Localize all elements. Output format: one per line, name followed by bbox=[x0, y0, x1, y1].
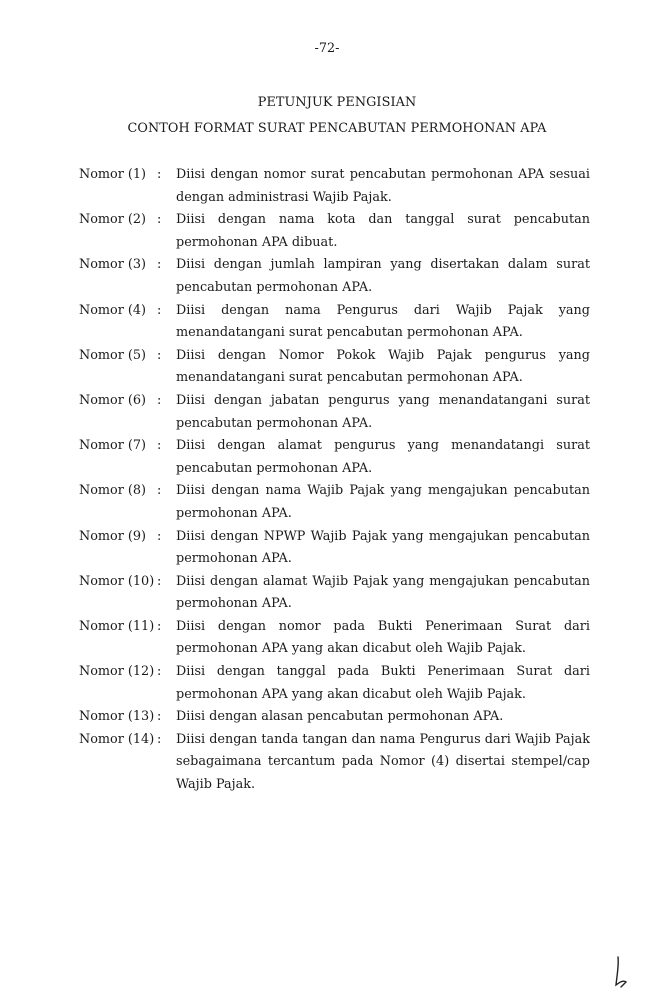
entry-separator: : bbox=[157, 528, 162, 544]
entry-separator: : bbox=[157, 392, 162, 408]
list-item bbox=[79, 390, 590, 435]
entry-label: Nomor (6) bbox=[79, 392, 147, 408]
document-title: PETUNJUK PENGISIAN bbox=[257, 95, 417, 110]
list-item bbox=[79, 254, 590, 299]
entry-description: Diisi dengan nomor surat pencabutan permohonan APA sesuai dengan administrasi Wajib Pajak. bbox=[176, 167, 590, 205]
entry-label: Nomor (11) bbox=[79, 618, 155, 634]
entry-label: Nomor (5) bbox=[79, 347, 147, 363]
document-subtitle: CONTOH FORMAT SURAT PENCABUTAN PERMOHONAN APA bbox=[127, 121, 547, 136]
entry-label: Nomor (2) bbox=[79, 212, 147, 228]
entry-description: Diisi dengan alamat Wajib Pajak yang mengajukan pencabutan permohonan APA. bbox=[176, 573, 590, 612]
entry-label: Nomor (1) bbox=[79, 167, 147, 182]
entry-label: Nomor (13) bbox=[79, 709, 155, 725]
entry-label: Nomor (4) bbox=[79, 302, 147, 318]
entry-label: Nomor (7) bbox=[79, 438, 147, 454]
list-item bbox=[79, 300, 590, 345]
list-item bbox=[79, 345, 590, 390]
entry-description: Diisi dengan tanggal pada Bukti Penerimaan Surat dari permohonan APA yang akan dicabut oleh Wajib Pajak. bbox=[176, 664, 590, 702]
entry-label: Nomor (8) bbox=[79, 483, 147, 499]
entry-label: Nomor (3) bbox=[79, 257, 147, 273]
entry-description: Diisi dengan nama Pengurus dari Wajib Pajak yang menandatangani surat pencabutan permohonan APA. bbox=[176, 302, 590, 341]
entry-description: Diisi dengan nomor pada Bukti Penerimaan Surat dari permohonan APA yang akan dicabut oleh Wajib Pajak. bbox=[176, 618, 590, 657]
initial-signature-mark bbox=[612, 955, 634, 989]
entry-description: Diisi dengan alamat pengurus yang menandatangi surat pencabutan permohonan APA. bbox=[176, 438, 590, 476]
entry-separator: : bbox=[157, 664, 162, 680]
list-item bbox=[79, 164, 590, 209]
entry-description: Diisi dengan nama Wajib Pajak yang mengajukan pencabutan permohonan APA. bbox=[176, 483, 590, 521]
entry-separator: : bbox=[157, 302, 162, 318]
entry-separator: : bbox=[157, 573, 162, 589]
entry-separator: : bbox=[157, 483, 162, 499]
list-item bbox=[79, 706, 590, 729]
entry-separator: : bbox=[157, 709, 162, 725]
entry-separator: : bbox=[157, 257, 162, 273]
instruction-list bbox=[79, 164, 590, 797]
list-item bbox=[79, 729, 590, 797]
entry-description: Diisi dengan alasan pencabutan permohonan APA. bbox=[176, 709, 504, 725]
entry-label: Nomor (14) bbox=[79, 731, 155, 747]
entry-description: Diisi dengan jumlah lampiran yang disertakan dalam surat pencabutan permohonan APA. bbox=[176, 257, 590, 295]
entry-description: Diisi dengan jabatan pengurus yang menandatangani surat pencabutan permohonan APA. bbox=[176, 392, 590, 431]
entry-label: Nomor (9) bbox=[79, 528, 147, 544]
entry-separator: : bbox=[157, 438, 162, 454]
entry-label: Nomor (12) bbox=[79, 664, 155, 680]
entry-description: Diisi dengan Nomor Pokok Wajib Pajak pengurus yang menandatangani surat pencabutan permohonan APA. bbox=[176, 347, 590, 386]
entry-separator: : bbox=[157, 731, 162, 747]
entry-separator: : bbox=[157, 167, 162, 182]
entry-separator: : bbox=[157, 347, 162, 363]
entry-separator: : bbox=[157, 212, 162, 228]
list-item bbox=[79, 209, 590, 254]
entry-description: Diisi dengan tanda tangan dan nama Pengurus dari Wajib Pajak sebagaimana tercantum pada Nomor (4) disertai stempel/cap Wajib Pajak. bbox=[176, 731, 590, 793]
entry-separator: : bbox=[157, 618, 162, 634]
list-item bbox=[79, 480, 590, 525]
list-item bbox=[79, 616, 590, 661]
entry-description: Diisi dengan nama kota dan tanggal surat pencabutan permohonan APA dibuat. bbox=[176, 212, 590, 250]
list-item bbox=[79, 571, 590, 616]
entry-label: Nomor (10) bbox=[79, 573, 155, 589]
entry-description: Diisi dengan NPWP Wajib Pajak yang mengajukan pencabutan permohonan APA. bbox=[176, 528, 590, 567]
page-number: -72- bbox=[314, 41, 340, 56]
list-item bbox=[79, 526, 590, 571]
list-item bbox=[79, 435, 590, 480]
list-item bbox=[79, 661, 590, 706]
